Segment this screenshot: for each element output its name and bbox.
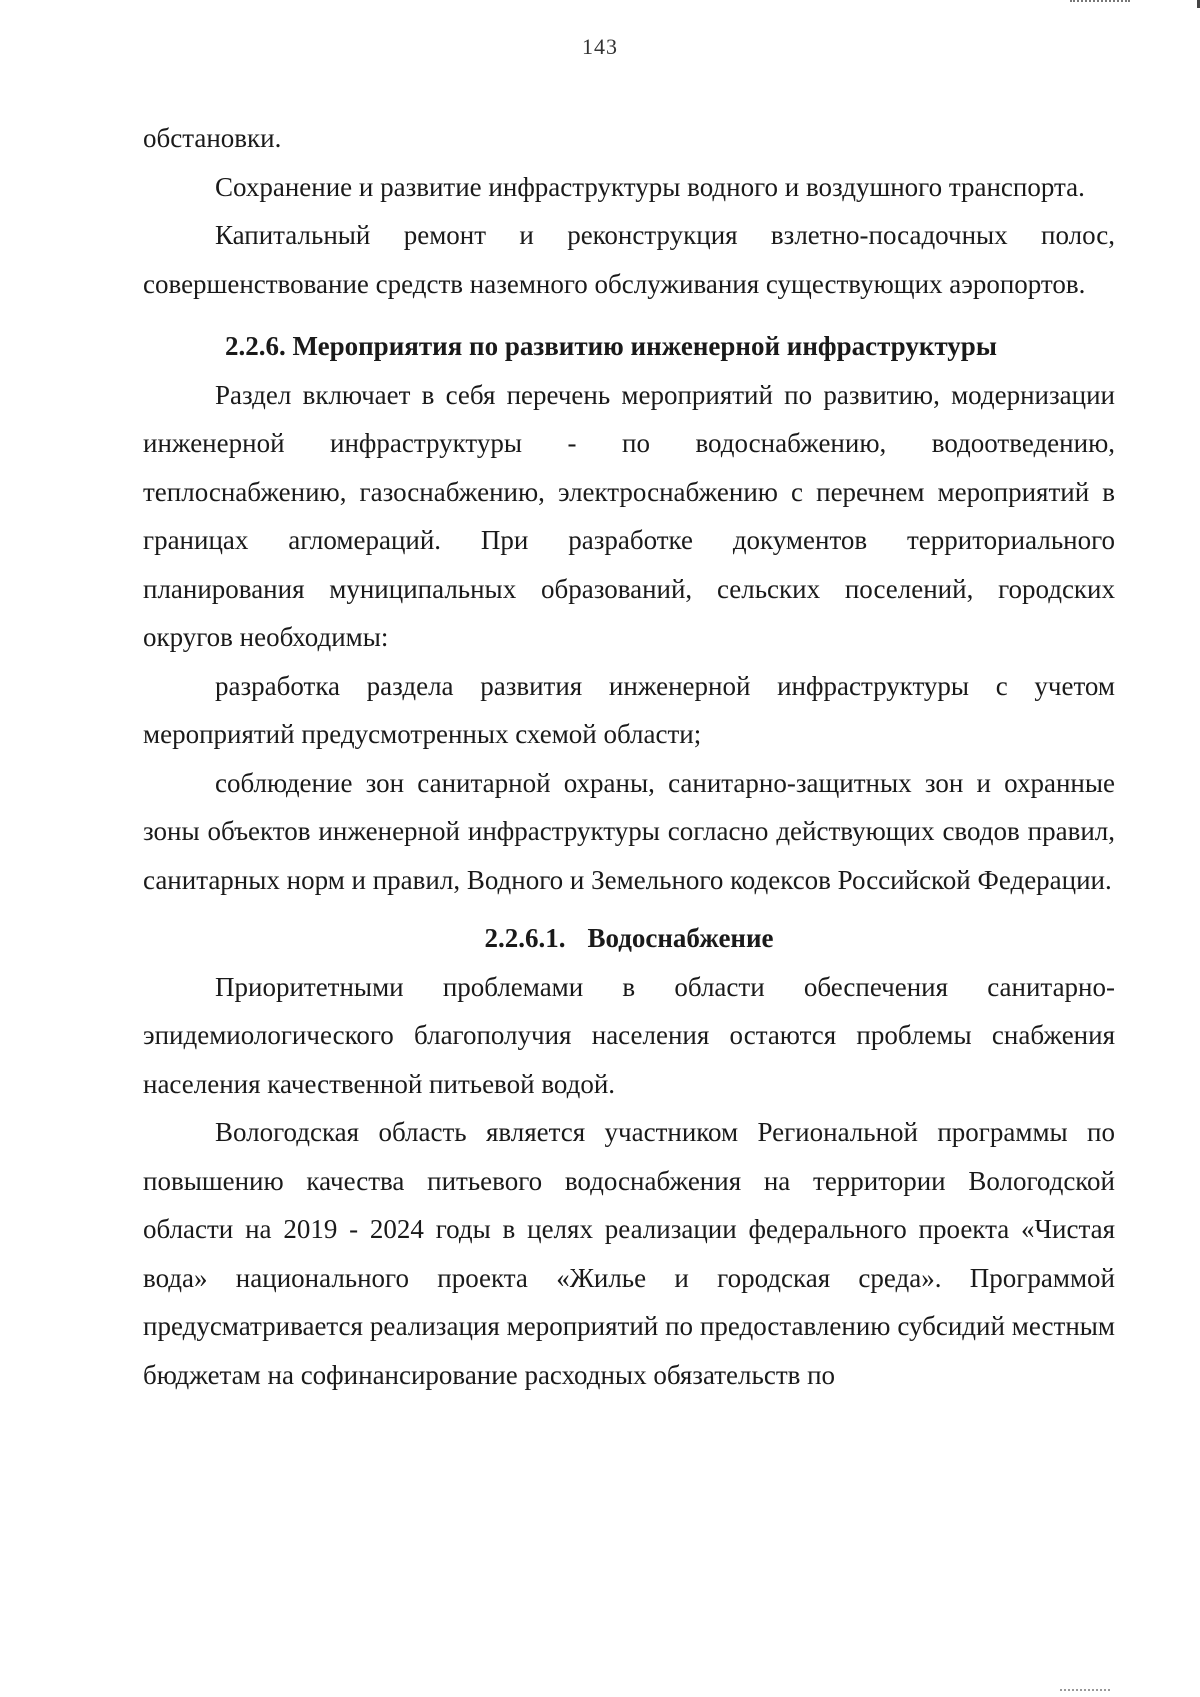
paragraph: Сохранение и развитие инфраструктуры водного и воздушного транспорта. xyxy=(215,171,1085,202)
paragraph: Капитальный ремонт и реконструкция взлетно-посадочных полос, совершенствование средств наземного обслуживания существующих аэропортов. xyxy=(143,220,1115,299)
section-heading-2-2-6-1 xyxy=(143,914,1115,963)
scan-artifact-bottom xyxy=(1060,1686,1110,1691)
paragraph: Раздел включает в себя перечень мероприятий по развитию, модернизации инженерной инфраструктуры - по водоснабжению, водоотведению, теплоснабжению, газоснабжению, электроснабжению с перечнем мероприятий в границах агломераций. При разработке документов территориального планирования муниципальных образований, сельских поселений, городских округов необходимы: xyxy=(143,379,1115,652)
paragraph-continuation: обстановки. xyxy=(143,123,282,153)
paragraph: Приоритетными проблемами в области обеспечения санитарно-эпидемиологического благополучия населения остаются проблемы снабжения населения качественной питьевой водой. xyxy=(143,971,1115,1099)
scan-artifact-corner xyxy=(1185,0,1200,8)
section-title: Водоснабжение xyxy=(587,923,774,953)
paragraph: соблюдение зон санитарной охраны, санитарно-защитных зон и охранные зоны объектов инженерной инфраструктуры согласно действующих сводов правил, санитарных норм и правил, Водного и Земельного кодексов Российской Федерации. xyxy=(143,767,1115,895)
paragraph: Вологодская область является участником Региональной программы по повышению качества питьевого водоснабжения на территории Вологодской области на 2019 - 2024 годы в целях реализации федерального проекта «Чистая вода» национального проекта «Жилье и городская среда». Программой предусматривается реализация мероприятий по предоставлению субсидий местным бюджетам на софинансирование расходных обязательств по xyxy=(143,1117,1115,1390)
document-body xyxy=(143,114,1115,1399)
section-heading-2-2-6: 2.2.6. Мероприятия по развитию инженерной инфраструктуры xyxy=(225,331,997,361)
page-number: 143 xyxy=(582,34,618,59)
paragraph: разработка раздела развития инженерной инфраструктуры с учетом мероприятий предусмотренных схемой области; xyxy=(143,670,1115,749)
scan-artifact-top xyxy=(1070,0,1130,5)
section-number: 2.2.6.1. xyxy=(484,923,566,953)
